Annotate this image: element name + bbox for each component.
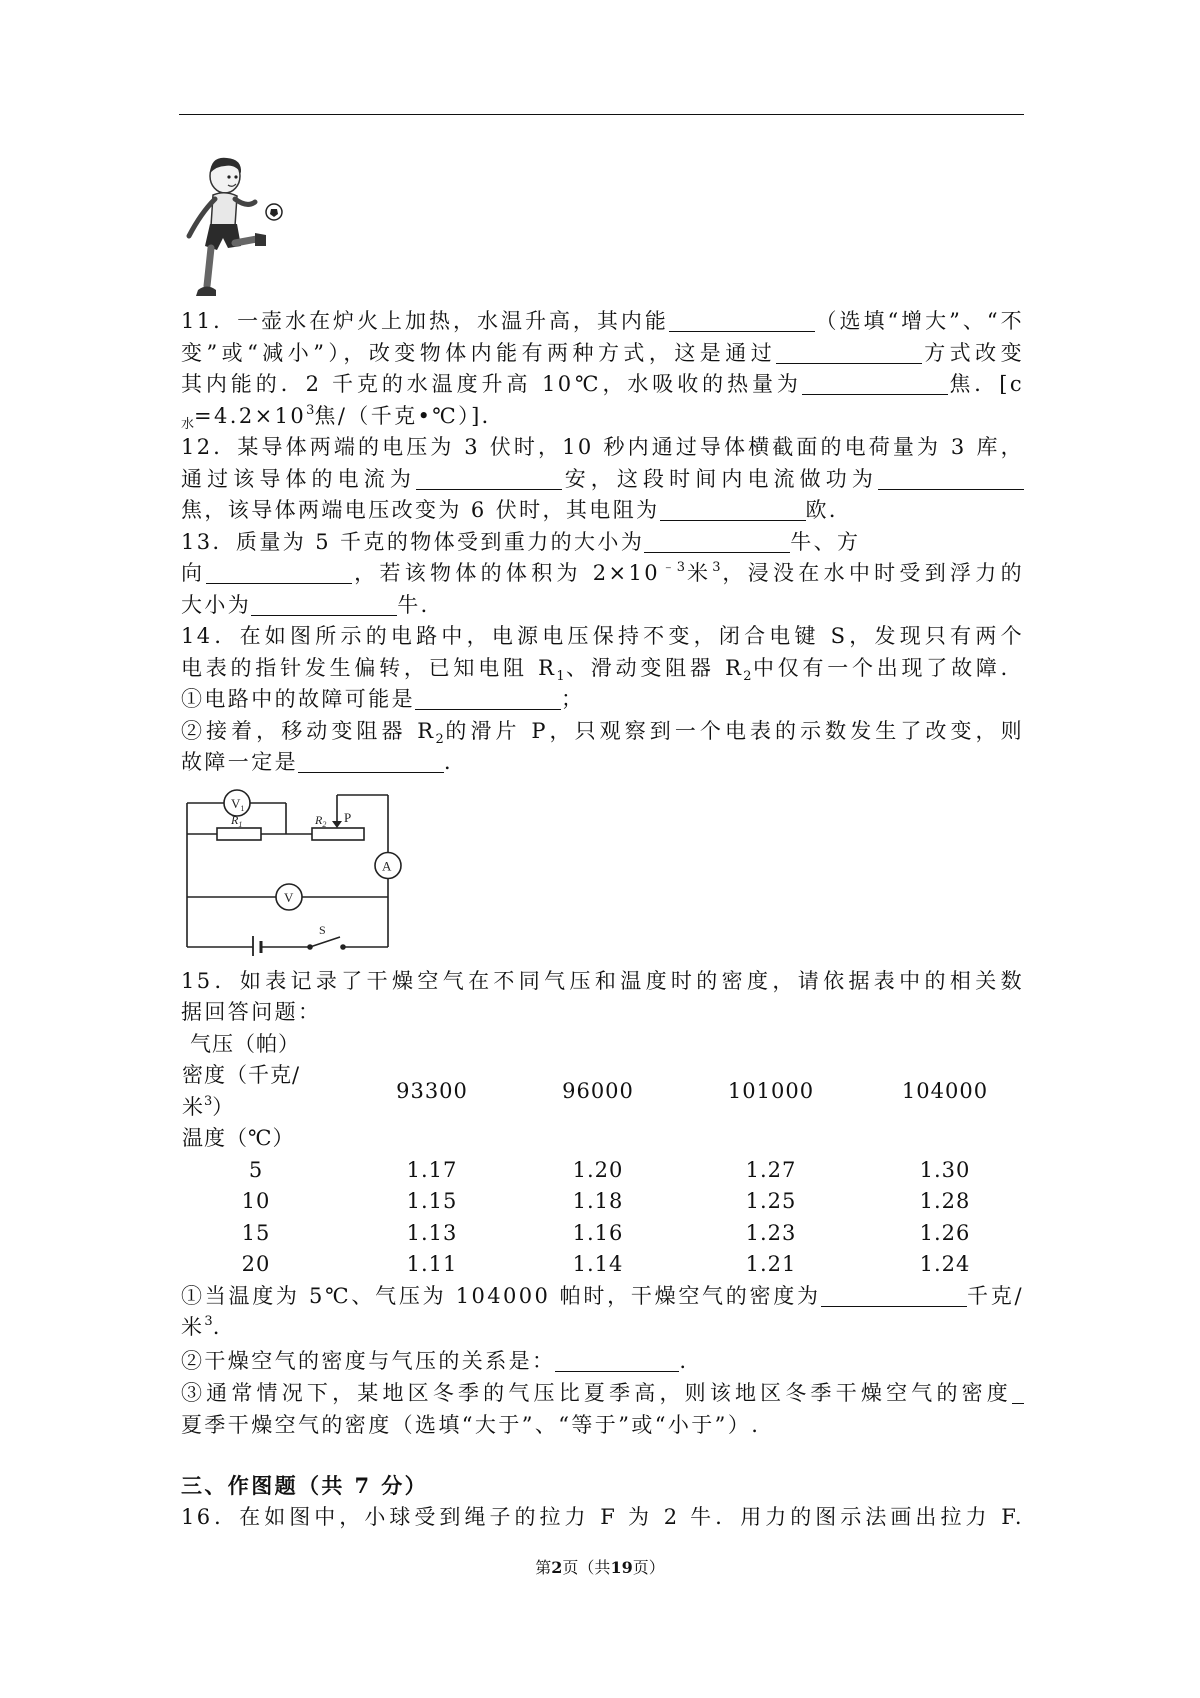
answer-blank <box>555 1351 679 1372</box>
table-cell: 1.15 <box>406 1189 458 1213</box>
a-label: A <box>382 858 392 874</box>
section-heading: 三、作图题（共 7 分） <box>181 1473 429 1498</box>
question-text: ②接着，移动变阻器 R <box>181 719 436 743</box>
r1-label-sub: 1 <box>238 820 243 829</box>
q15-answer-3 <box>181 1378 1024 1408</box>
resistor-r1-symbol <box>217 828 261 840</box>
table-cell: 1.21 <box>745 1252 797 1276</box>
answer-blank <box>644 532 790 553</box>
q11-line-3 <box>181 369 1024 399</box>
superscript: 3 <box>712 560 721 575</box>
q13-line-3 <box>181 590 1024 620</box>
table-header-text: ） <box>212 1095 235 1119</box>
q11-line-4 <box>181 401 1024 431</box>
footer-text: 页） <box>632 1558 665 1577</box>
q15-line-1 <box>181 966 1024 996</box>
q11-line-2 <box>181 338 1024 368</box>
q11-line-1 <box>181 306 1024 336</box>
question-text: ①当温度为 5℃、气压为 104000 帕时，干燥空气的密度为 <box>181 1284 821 1308</box>
q14-line-4 <box>181 716 1024 746</box>
q15-line-2 <box>181 997 1024 1027</box>
rheostat-r2-symbol <box>312 828 364 840</box>
question-text: 大小为 <box>181 593 252 617</box>
table-cell: 1.20 <box>572 1158 624 1182</box>
question-text: 千克/ <box>966 1284 1024 1308</box>
footer-text: 页（共 <box>562 1558 611 1577</box>
question-text: 故障一定是 <box>181 750 298 774</box>
table-cell: 1.11 <box>406 1252 458 1276</box>
question-text: 焦，该导体两端电压改变为 6 伏时，其电阻为 <box>181 498 660 522</box>
table-row-temperature: 5 <box>248 1158 264 1182</box>
question-text: ． <box>444 750 468 774</box>
question-text: 其内能的．2 千克的水温度升高 10℃，水吸收的热量为 <box>181 372 802 396</box>
q12-line-3 <box>181 495 1024 525</box>
boy-head <box>210 158 241 193</box>
table-row-temperature: 15 <box>241 1221 271 1245</box>
switch-contact <box>341 945 345 949</box>
q15-answer-1 <box>181 1281 1024 1311</box>
page-total: 19 <box>610 1558 633 1577</box>
answer-blank <box>878 469 1024 490</box>
superscript: 3 <box>306 403 315 418</box>
page-number: 2 <box>551 1558 563 1577</box>
question-text: 15．如表记录了干燥空气在不同气压和温度时的密度，请依据表中的相关数 <box>181 969 1024 993</box>
question-text: 米 <box>181 1315 205 1339</box>
q15-answer-3-continued <box>181 1410 1024 1440</box>
answer-blank <box>802 374 948 395</box>
answer-blank <box>416 469 562 490</box>
v1-label-text: V <box>231 796 241 811</box>
table-header-text: 米 <box>182 1095 204 1119</box>
circuit-diagram <box>181 784 405 956</box>
page-footer <box>0 1556 1200 1580</box>
question-text: 据回答问题： <box>181 1000 322 1024</box>
question-text: 牛． <box>397 593 445 617</box>
header-rule <box>179 114 1024 115</box>
table-header-pressure: 气压（帕） <box>190 1032 300 1056</box>
question-text: . <box>212 1315 222 1339</box>
superscript: 3 <box>204 1314 213 1329</box>
table-cell: 1.28 <box>919 1189 971 1213</box>
p-label: P <box>344 810 352 825</box>
question-text: ，若该物体的体积为 2×10 <box>352 561 661 585</box>
table-pressure-value: 93300 <box>396 1079 468 1103</box>
table-cell: 1.16 <box>572 1221 624 1245</box>
boy-body <box>189 193 266 296</box>
question-text: 夏季干燥空气的密度（选填“大于”、“等于”或“小于”）. <box>181 1413 761 1437</box>
q14-line-5 <box>181 747 1024 777</box>
q14-line-2 <box>181 653 1024 683</box>
table-pressure-value: 96000 <box>562 1079 634 1103</box>
subscript: 1 <box>556 669 565 683</box>
question-text: ①电路中的故障可能是 <box>181 687 415 711</box>
question-text: 欧． <box>805 498 853 522</box>
question-text: 12．某导体两端的电压为 3 伏时，10 秒内通过导体横截面的电荷量为 3 库， <box>181 435 1024 459</box>
table-pressure-value: 101000 <box>727 1079 815 1103</box>
table-cell: 1.13 <box>406 1221 458 1245</box>
r1-label-text: R <box>231 813 239 827</box>
question-text: 焦．[c <box>947 372 1024 396</box>
question-text: 方式改变 <box>922 341 1024 365</box>
question-text: 通过该导体的电流为 <box>181 467 416 491</box>
q15-answer-2 <box>181 1346 1024 1376</box>
answer-blank <box>669 311 815 332</box>
subscript: 2 <box>743 669 752 683</box>
table-cell: 1.25 <box>745 1189 797 1213</box>
answer-blank <box>415 689 561 710</box>
table-cell: 1.26 <box>919 1221 971 1245</box>
subscript: 2 <box>435 732 444 746</box>
question-text: （选填“增大”、“不 <box>814 309 1024 333</box>
slider-arrow-icon <box>332 821 342 828</box>
question-text: =4.2×10 <box>194 404 307 428</box>
r2-label <box>314 813 326 829</box>
soccer-ball <box>266 204 282 220</box>
q15-answer-1-unit <box>181 1312 1024 1342</box>
question-text: 变”或“减小”），改变物体内能有两种方式，这是通过 <box>181 341 777 365</box>
q14-line-3 <box>181 684 1024 714</box>
table-cell: 1.30 <box>919 1158 971 1182</box>
subscript-water: 水 <box>181 417 195 431</box>
answer-blank <box>1012 1383 1024 1404</box>
boy-kicking-ball-illustration <box>175 150 291 302</box>
v-label: V <box>284 890 294 905</box>
table-header-temperature: 温度（℃） <box>182 1126 295 1150</box>
footer-text: 第 <box>535 1558 552 1577</box>
table-pressure-value: 104000 <box>901 1079 989 1103</box>
q14-line-1 <box>181 621 1024 651</box>
question-text: 的滑片 P，只观察到一个电表的示数发生了改变，则 <box>443 719 1024 743</box>
question-text: . <box>679 1349 689 1373</box>
q12-line-2 <box>181 464 1024 494</box>
table-cell: 1.23 <box>745 1221 797 1245</box>
table-cell: 1.14 <box>572 1252 624 1276</box>
switch-lever <box>310 937 340 947</box>
table-row-temperature: 20 <box>241 1252 271 1276</box>
q12-line-1 <box>181 432 1024 462</box>
question-text: 13．质量为 5 千克的物体受到重力的大小为 <box>181 530 645 554</box>
table-cell: 1.24 <box>919 1252 971 1276</box>
q16-line-1 <box>181 1502 1024 1532</box>
question-text: 、滑动变阻器 R <box>564 656 744 680</box>
table-cell: 1.18 <box>572 1189 624 1213</box>
question-text: 电表的指针发生偏转，已知电阻 R <box>181 656 557 680</box>
question-text: 牛、方 <box>790 530 861 554</box>
question-text: 向 <box>181 561 207 585</box>
question-text: 安，这段时间内电流做功为 <box>561 467 878 491</box>
answer-blank <box>660 500 806 521</box>
question-text: ②干燥空气的密度与气压的关系是： <box>181 1349 556 1373</box>
answer-blank <box>776 343 922 364</box>
answer-blank <box>298 752 444 773</box>
question-text: ③通常情况下，某地区冬季的气压比夏季高，则该地区冬季干燥空气的密度 <box>181 1381 1012 1405</box>
table-row-temperature: 10 <box>241 1189 271 1213</box>
question-text: ，浸没在水中时受到浮力的 <box>720 561 1024 585</box>
table-header-density-unit <box>182 1092 234 1122</box>
table-header-density: 密度（千克/ <box>182 1063 301 1087</box>
question-text: 11．一壶水在炉火上加热，水温升高，其内能 <box>181 309 669 333</box>
table-cell: 1.17 <box>406 1158 458 1182</box>
table-cell: 1.27 <box>745 1158 797 1182</box>
question-text: 焦/（千克•℃）]． <box>314 404 506 428</box>
superscript: 3 <box>204 1094 213 1109</box>
r2-label-text: R <box>315 813 323 827</box>
v1-label-sub: 1 <box>240 804 245 813</box>
s-label: S <box>319 923 326 937</box>
q13-line-2 <box>181 558 1024 588</box>
superscript: ﹣3 <box>660 560 686 575</box>
answer-blank <box>206 563 352 584</box>
question-text: 14．在如图所示的电路中，电源电压保持不变，闭合电键 S，发现只有两个 <box>181 624 1024 648</box>
question-text: ； <box>561 687 585 711</box>
question-text: 米 <box>685 561 713 585</box>
answer-blank <box>821 1286 967 1307</box>
answer-blank <box>251 595 397 616</box>
q13-line-1 <box>181 527 1024 557</box>
r2-label-sub: 2 <box>322 820 327 829</box>
question-text: 中仅有一个出现了故障． <box>751 656 1024 680</box>
question-text: 16．在如图中，小球受到绳子的拉力 F 为 2 牛．用力的图示法画出拉力 F. <box>181 1505 1024 1529</box>
